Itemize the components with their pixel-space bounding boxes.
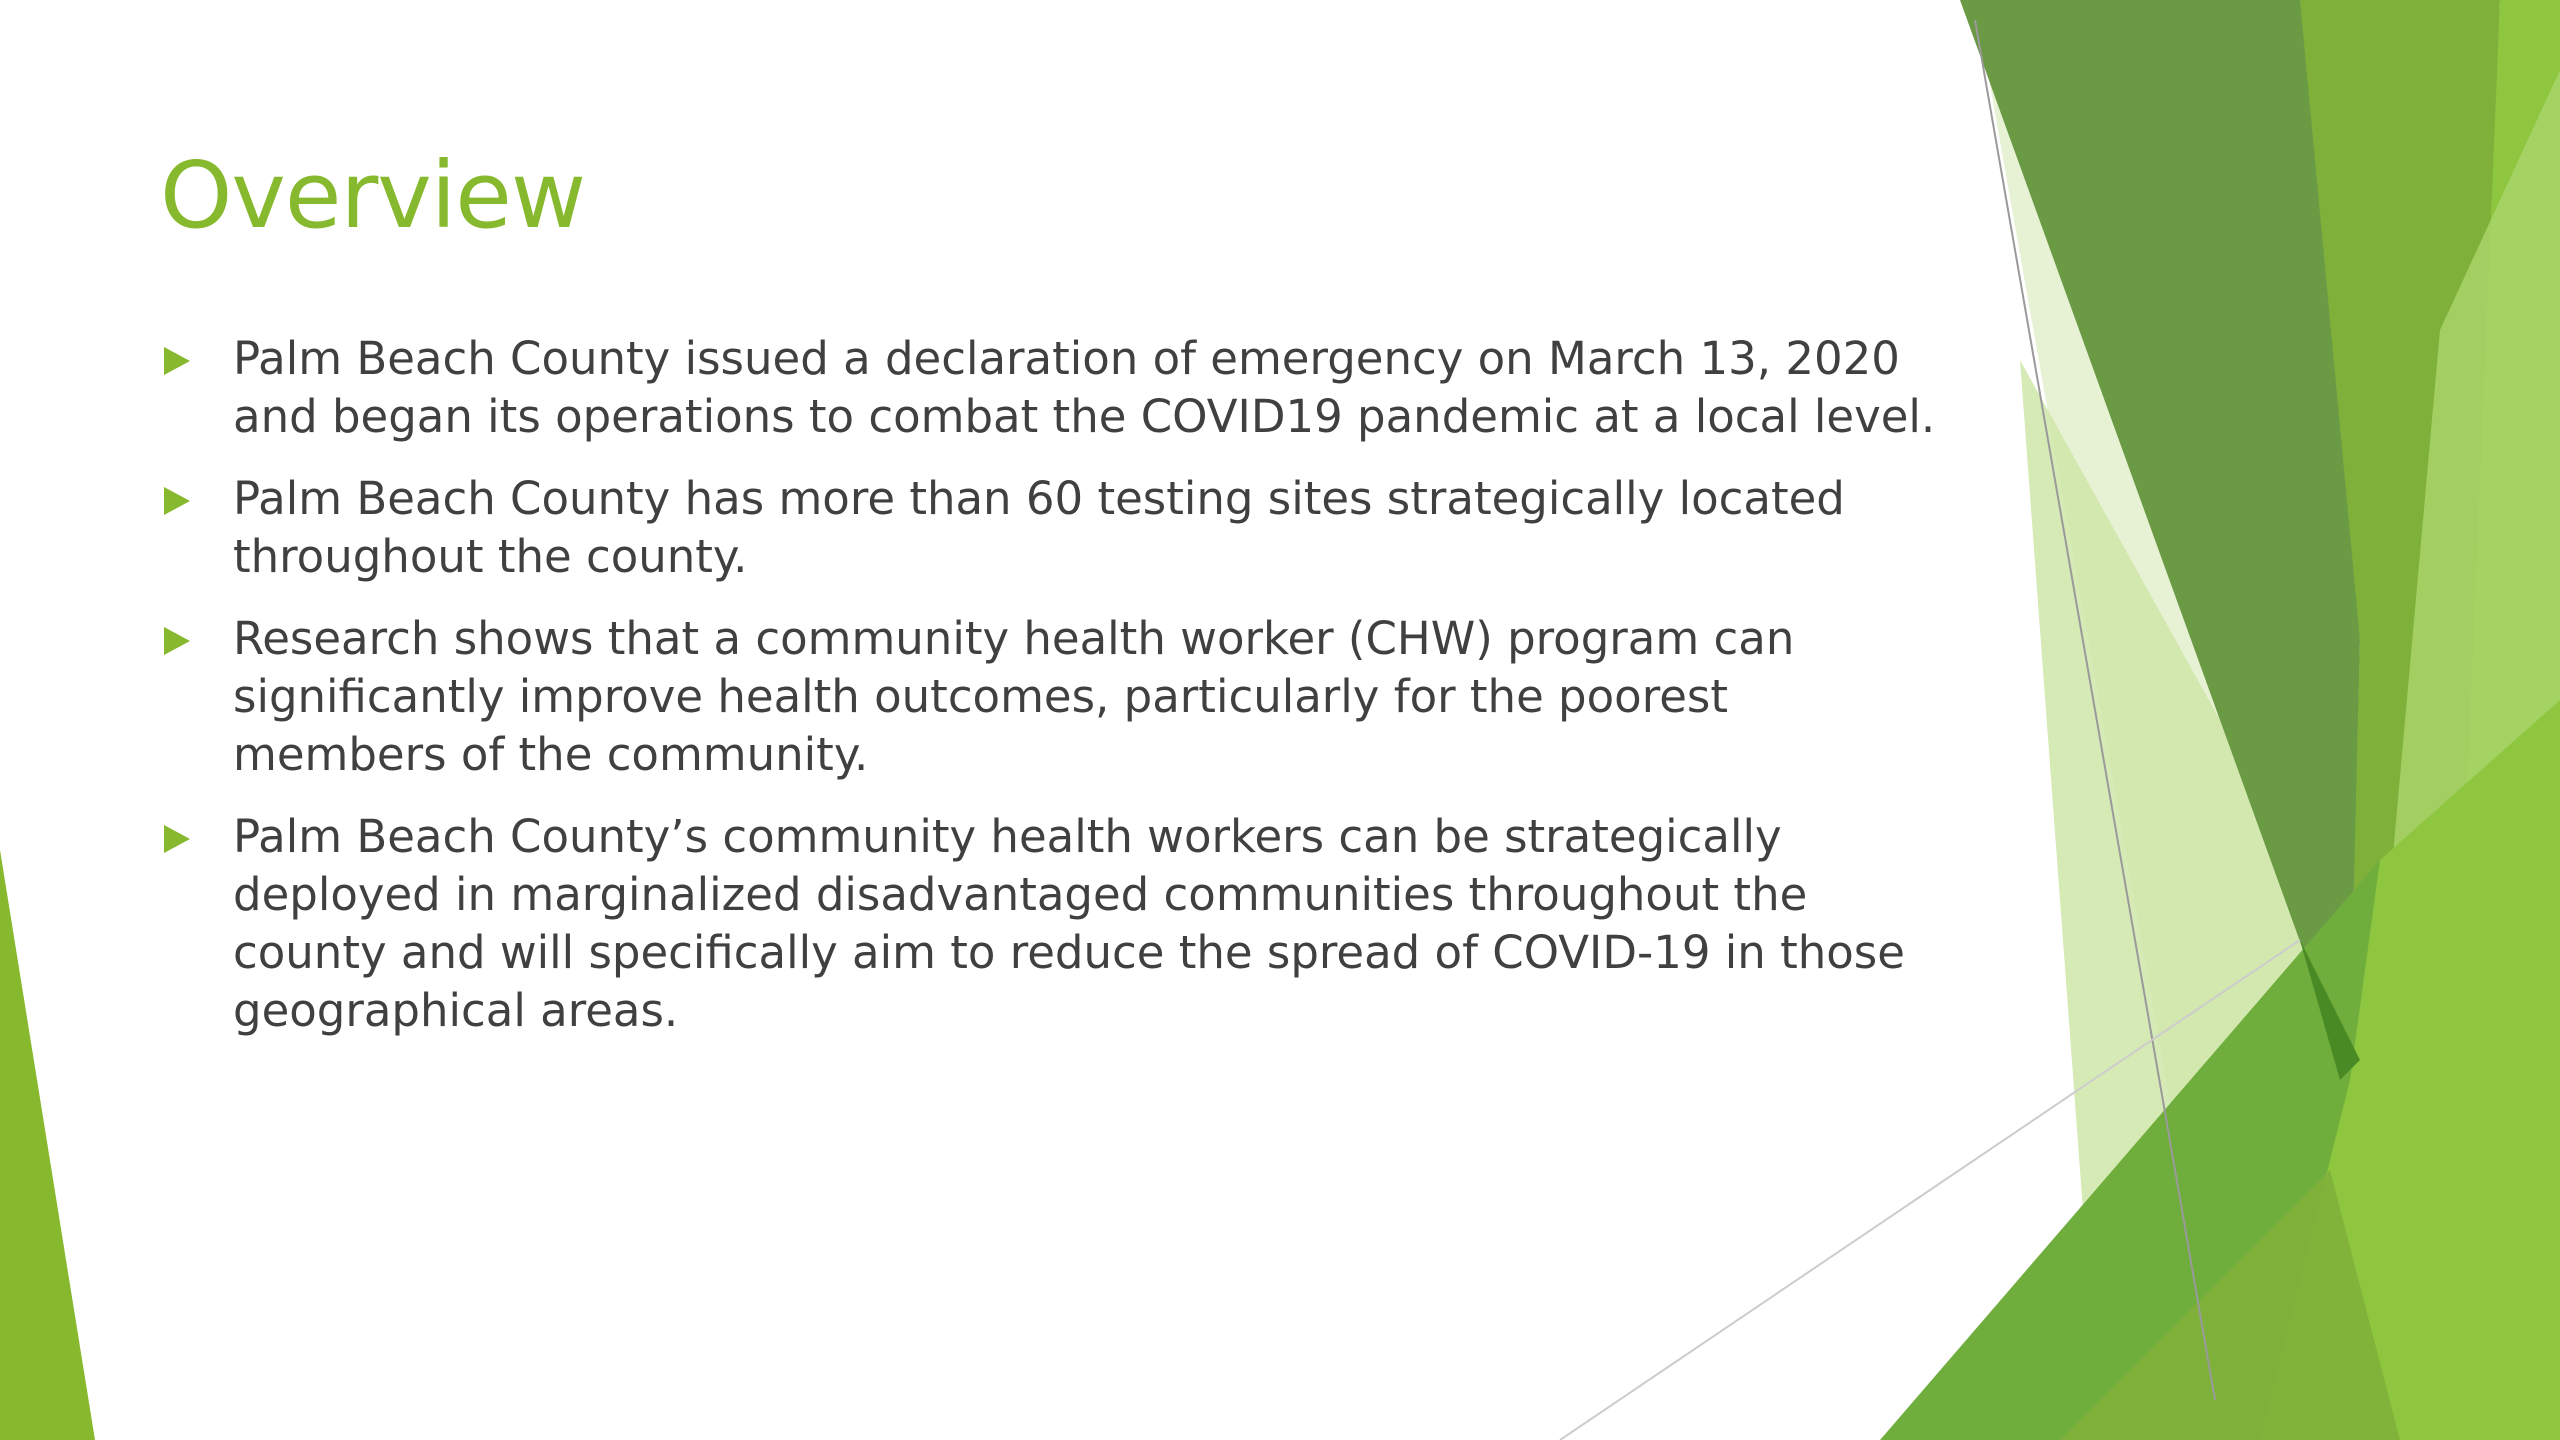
slide-title: Overview xyxy=(160,142,586,249)
bullet-item xyxy=(160,330,1940,446)
bullet-item xyxy=(160,470,1940,586)
triangle-right-icon xyxy=(164,825,190,853)
left-green-triangle xyxy=(0,850,95,1440)
triangle-right-icon xyxy=(164,347,190,375)
bullet-text: Research shows that a community health worker (CHW) program can significantly improve health outcomes, particularly for the poorest members of the community. xyxy=(233,612,1795,781)
bullet-text: Palm Beach County’s community health workers can be strategically deployed in marginalized disadvantaged communities throughout the county and will specifically aim to reduce the spread of COVID-19 in those geographical areas. xyxy=(233,810,1905,1037)
bullet-list xyxy=(160,330,1940,1064)
triangle-right-icon xyxy=(164,487,190,515)
triangle-right-icon xyxy=(164,627,190,655)
bullet-text: Palm Beach County issued a declaration of emergency on March 13, 2020 and began its operations to combat the COVID19 pandemic at a local level. xyxy=(233,332,1936,443)
bullet-text: Palm Beach County has more than 60 testing sites strategically located throughout the county. xyxy=(233,472,1845,583)
bullet-item xyxy=(160,610,1940,784)
bullet-item xyxy=(160,808,1940,1040)
